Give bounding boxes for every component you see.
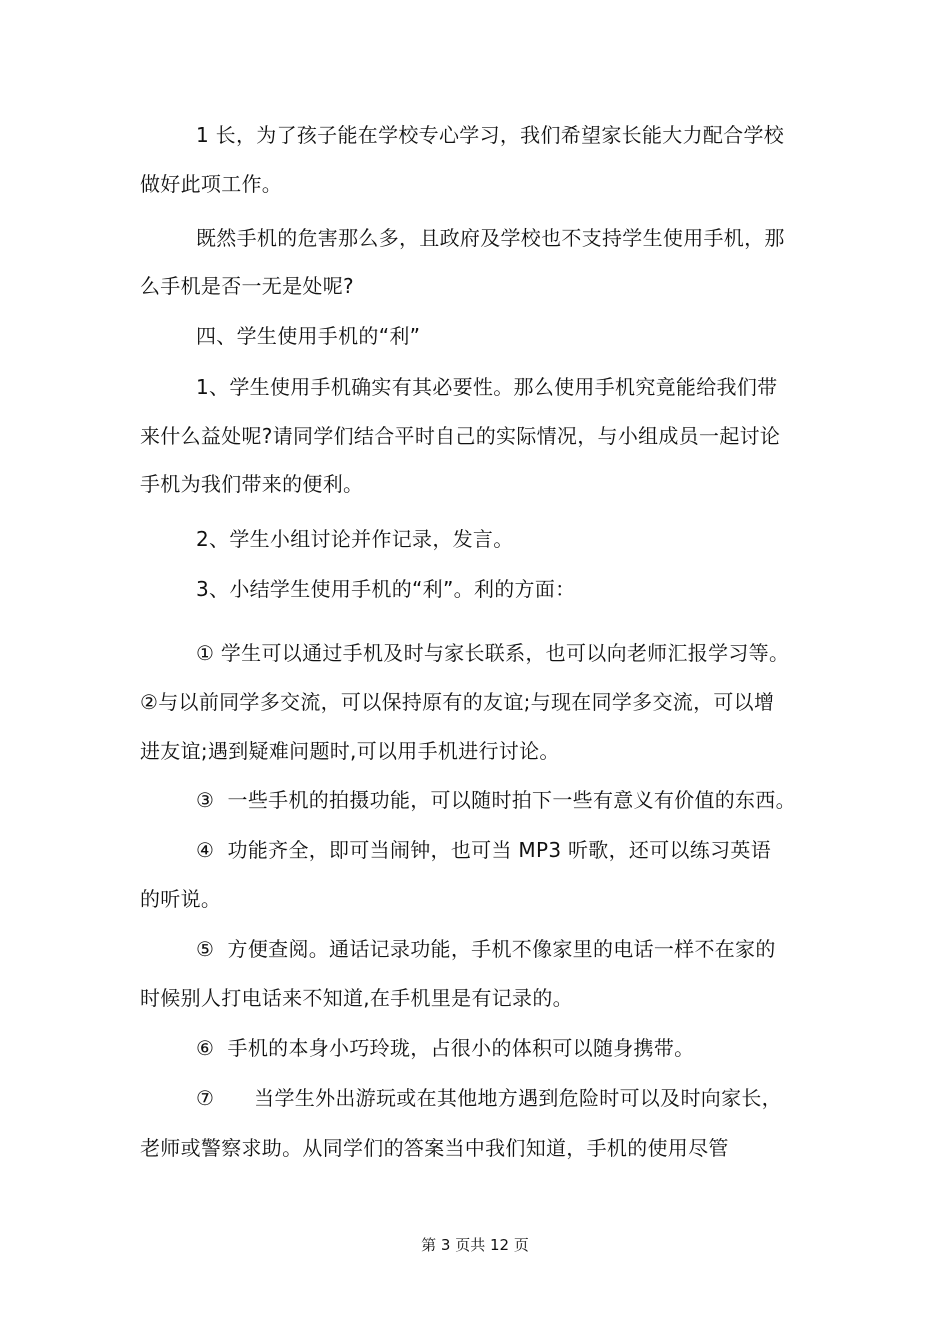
list-item: ⑥ 手机的本身小巧玲珑，占很小的体积可以随身携带。: [196, 1036, 695, 1060]
text-line: 3、小结学生使用手机的“利”。利的方面：: [196, 577, 576, 601]
text-line: 的听说。: [140, 887, 222, 911]
text-line: 进友谊;遇到疑难问题时,可以用手机进行讨论。: [140, 739, 560, 763]
text-line: 做好此项工作。: [140, 172, 283, 196]
text-line: 既然手机的危害那么多，且政府及学校也不支持学生使用手机，那: [196, 226, 785, 250]
text-line: 手机为我们带来的便利。: [140, 472, 364, 496]
text-line: 么手机是否一无是处呢?: [140, 274, 354, 298]
list-item: ②与以前同学多交流，可以保持原有的友谊;与现在同学多交流，可以增: [140, 690, 775, 714]
text-line: 1、学生使用手机确实有其必要性。那么使用手机究竟能给我们带: [196, 375, 778, 399]
text-line: 时候别人打电话来不知道,在手机里是有记录的。: [140, 986, 573, 1010]
list-item: ⑦ 当学生外出游玩或在其他地方遇到危险时可以及时向家长，: [196, 1086, 782, 1110]
list-item: ⑤ 方便查阅。通话记录功能，手机不像家里的电话一样不在家的: [196, 937, 776, 961]
text-line: 1 长，为了孩子能在学校专心学习，我们希望家长能大力配合学校: [196, 123, 785, 147]
list-item: ④ 功能齐全，即可当闹钟，也可当 MP3 听歌，还可以练习英语: [196, 838, 771, 862]
text-line: 来什么益处呢?请同学们结合平时自己的实际情况，与小组成员一起讨论: [140, 424, 781, 448]
list-item: ③ 一些手机的拍摄功能，可以随时拍下一些有意义有价值的东西。: [196, 788, 796, 812]
text-line: 老师或警察求助。从同学们的答案当中我们知道，手机的使用尽管: [140, 1136, 729, 1160]
page-footer: 第 3 页共 12 页: [421, 1236, 529, 1254]
section-heading: 四、学生使用手机的“利”: [196, 324, 421, 348]
text-line: 2、学生小组讨论并作记录，发言。: [196, 527, 514, 551]
list-item: ① 学生可以通过手机及时与家长联系，也可以向老师汇报学习等。: [196, 641, 790, 665]
